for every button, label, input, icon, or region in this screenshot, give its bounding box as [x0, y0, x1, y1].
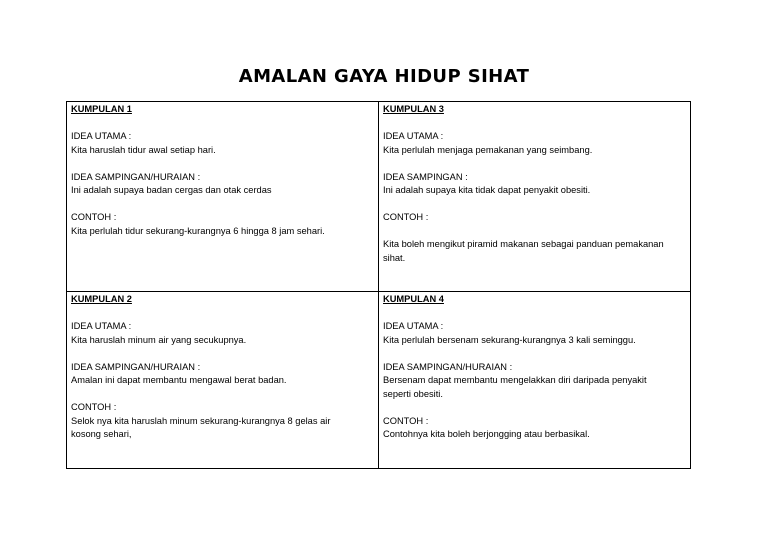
example-text: Contohnya kita boleh berjongging atau berbasikal. [383, 429, 590, 439]
main-idea-text: Kita perlulah bersenam sekurang-kurangnya 3 kali seminggu. [383, 334, 636, 345]
group-cell-2 [67, 292, 379, 468]
group-cell-1 [67, 102, 379, 292]
main-idea-text: Kita haruslah tidur awal setiap hari. [71, 144, 216, 155]
page-title: AMALAN GAYA HIDUP SIHAT [238, 66, 530, 87]
example-text: sihat. [383, 252, 406, 263]
example-text: Kita boleh mengikut piramid makanan sebagai panduan pemakanan [383, 239, 664, 249]
example-label: CONTOH : [383, 415, 429, 426]
group-title: KUMPULAN 3 [383, 104, 444, 114]
group-title: KUMPULAN 4 [383, 294, 444, 304]
example-text: kosong sehari, [71, 429, 132, 439]
support-idea-label: IDEA SAMPINGAN/HURAIAN : [71, 361, 201, 372]
group-cell-3 [379, 102, 690, 292]
group-cell-4 [379, 292, 690, 468]
support-idea-text: Amalan ini dapat membantu mengawal berat badan. [71, 375, 287, 385]
example-label: CONTOH : [71, 212, 117, 222]
main-idea-label: IDEA UTAMA : [383, 321, 444, 331]
support-idea-text: seperti obesiti. [383, 388, 443, 399]
support-idea-label: IDEA SAMPINGAN/HURAIAN : [383, 361, 513, 372]
example-text: Kita perlulah tidur sekurang-kurangnya 6 hingga 8 jam sehari. [71, 225, 325, 236]
support-idea-text: Ini adalah supaya kita tidak dapat penyakit obesiti. [383, 185, 591, 195]
example-label: CONTOH : [71, 402, 117, 412]
main-idea-text: Kita perlulah menjaga pemakanan yang seimbang. [383, 144, 593, 155]
support-idea-text: Ini adalah supaya badan cergas dan otak cerdas [71, 185, 272, 195]
main-idea-label: IDEA UTAMA : [71, 131, 132, 141]
support-idea-label: IDEA SAMPINGAN/HURAIAN : [71, 171, 201, 182]
support-idea-text: Bersenam dapat membantu mengelakkan diri daripada penyakit [383, 375, 647, 385]
main-idea-text: Kita haruslah minum air yang secukupnya. [71, 334, 247, 345]
group-title: KUMPULAN 1 [71, 104, 132, 114]
example-label: CONTOH : [383, 212, 429, 222]
support-idea-label: IDEA SAMPINGAN : [383, 171, 468, 182]
main-idea-label: IDEA UTAMA : [383, 131, 444, 141]
group-title: KUMPULAN 2 [71, 294, 132, 304]
groups-table [66, 101, 691, 469]
example-text: Selok nya kita haruslah minum sekurang-kurangnya 8 gelas air [71, 415, 331, 426]
main-idea-label: IDEA UTAMA : [71, 321, 132, 331]
